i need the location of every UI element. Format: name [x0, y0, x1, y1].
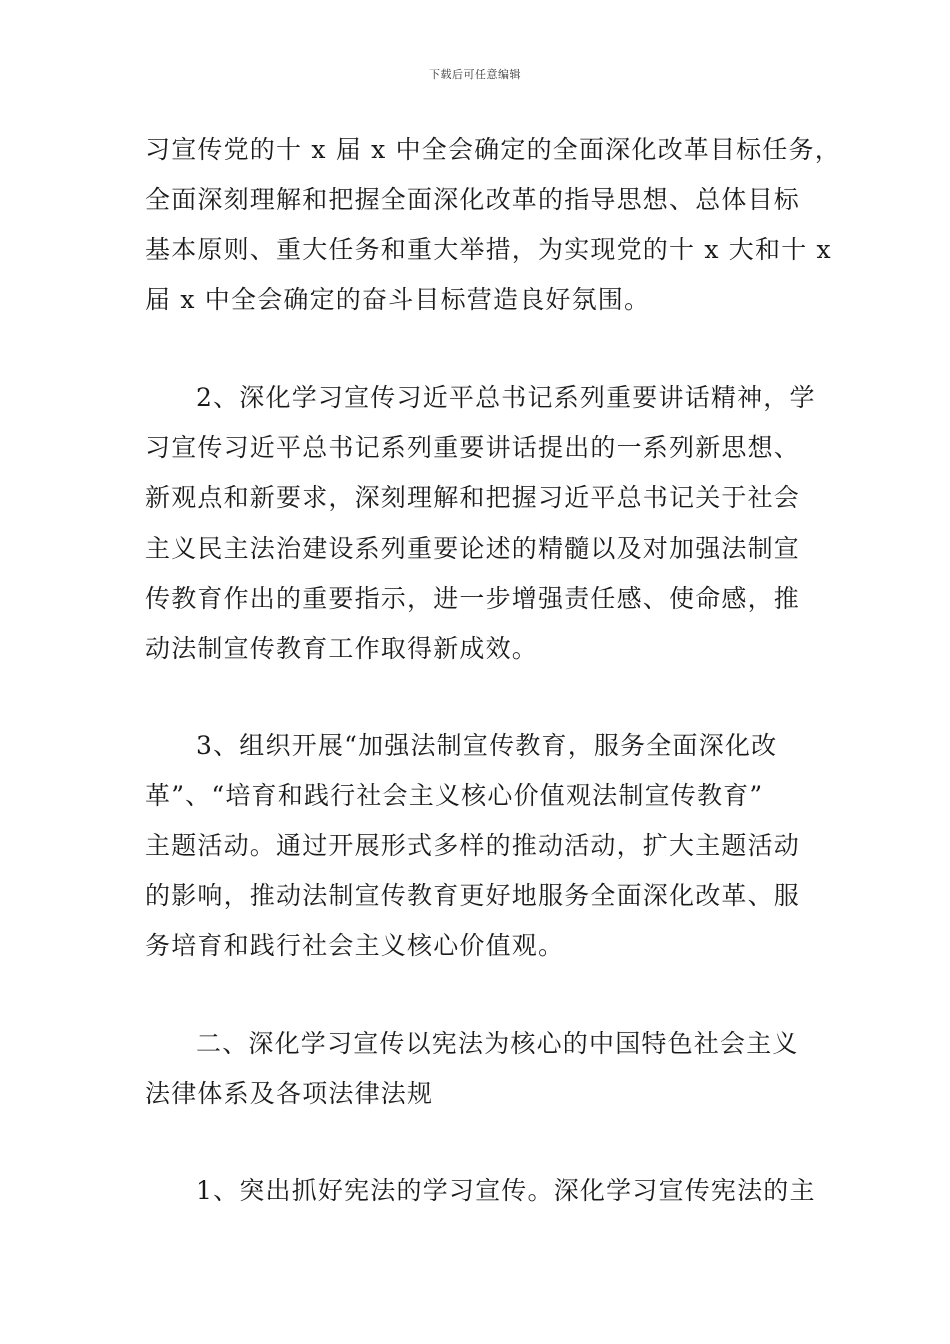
text-line: 主题活动。通过开展形式多样的推动活动，扩大主题活动	[145, 831, 801, 860]
text-line: 全面深刻理解和把握全面深化改革的指导思想、总体目标	[145, 185, 801, 214]
text-line: 习宣传党的十 x 届 x 中全会确定的全面深化改革目标任务，	[145, 135, 841, 164]
text-line: 届 x 中全会确定的奋斗目标营造良好氛围。	[145, 285, 651, 314]
page-header-note: 下载后可任意编辑	[429, 68, 521, 81]
text-line: 革”、“培育和践行社会主义核心价值观法制宣传教育”	[145, 781, 764, 810]
text-line: 主义民主法治建设系列重要论述的精髓以及对加强法制宣	[145, 534, 801, 563]
section-heading-2-continued: 法律体系及各项法律法规	[145, 1079, 434, 1108]
text-line: 习宣传习近平总书记系列重要讲话提出的一系列新思想、	[145, 433, 801, 462]
text-line: 的影响，推动法制宣传教育更好地服务全面深化改革、服	[145, 881, 801, 910]
paragraph-2-first-line: 2、深化学习宣传习近平总书记系列重要讲话精神，学	[196, 383, 816, 412]
text-line: 基本原则、重大任务和重大举措，为实现党的十 x 大和十 x	[145, 235, 832, 264]
paragraph-4-first-line: 1、突出抓好宪法的学习宣传。深化学习宣传宪法的主	[196, 1176, 816, 1205]
text-line: 务培育和践行社会主义核心价值观。	[145, 931, 565, 960]
section-heading-2: 二、深化学习宣传以宪法为核心的中国特色社会主义	[196, 1029, 799, 1058]
text-line: 动法制宣传教育工作取得新成效。	[145, 634, 539, 663]
text-line: 新观点和新要求，深刻理解和把握习近平总书记关于社会	[145, 483, 801, 512]
text-line: 传教育作出的重要指示，进一步增强责任感、使命感，推	[145, 584, 801, 613]
paragraph-3-first-line: 3、组织开展“加强法制宣传教育，服务全面深化改	[196, 731, 778, 760]
